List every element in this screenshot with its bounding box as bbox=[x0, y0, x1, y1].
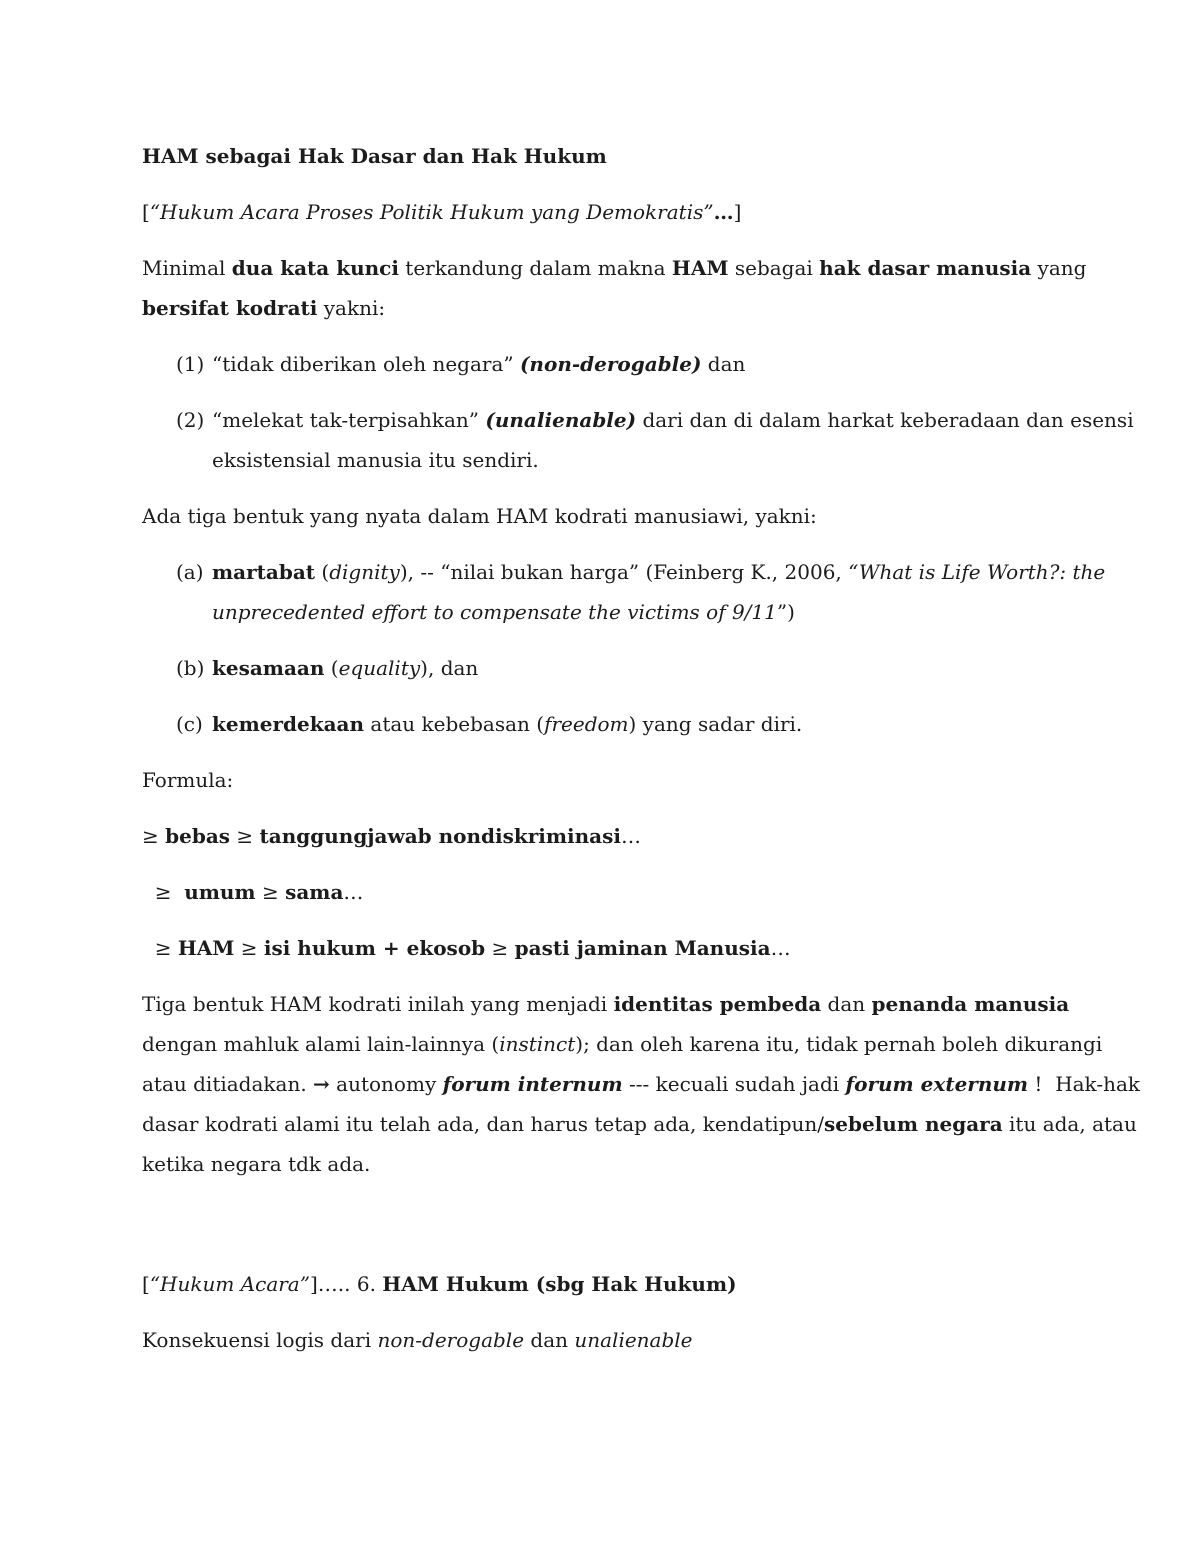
text: atau ditiadakan. bbox=[142, 1072, 314, 1096]
text: atau kebebasan ( bbox=[364, 712, 545, 736]
italic-text: instinct bbox=[499, 1032, 576, 1056]
bold-text: sama bbox=[285, 880, 344, 904]
bold-text: sebelum negara bbox=[824, 1112, 1003, 1136]
subheading-hukum-acara-proses bbox=[142, 192, 1072, 232]
bold-text: dua kata kunci bbox=[231, 256, 399, 280]
text: --- kecuali sudah jadi bbox=[622, 1072, 846, 1096]
text: autonomy bbox=[329, 1072, 443, 1096]
term-unalienable: (unalienable) bbox=[485, 408, 637, 432]
list-text bbox=[212, 648, 478, 688]
text: dengan mahluk alami lain-lainnya ( bbox=[142, 1032, 500, 1056]
list-text bbox=[212, 592, 795, 632]
text: ), dan bbox=[420, 656, 479, 680]
text: ( bbox=[324, 656, 339, 680]
document-heading: HAM sebagai Hak Dasar dan Hak Hukum bbox=[142, 144, 607, 168]
list-marker: (c) bbox=[176, 712, 203, 736]
text: itu ada, atau bbox=[1002, 1112, 1137, 1136]
italic-text: dignity bbox=[329, 560, 400, 584]
bold-text: bersifat kodrati bbox=[142, 296, 318, 320]
text: ), -- “nilai bukan harga” (Feinberg K., 2006, bbox=[399, 560, 849, 584]
bracket-close: ] bbox=[733, 200, 742, 224]
text: ]….. 6. bbox=[309, 1272, 383, 1296]
text: dari dan di dalam harkat keberadaan dan esensi bbox=[636, 408, 1134, 432]
formula-label: Formula: bbox=[142, 768, 234, 792]
bracket-open: [ bbox=[142, 200, 150, 224]
right-arrow-icon: → bbox=[313, 1072, 330, 1096]
paragraph-identitas-line2 bbox=[142, 1024, 1103, 1064]
book-title: “What is Life Worth?: the bbox=[848, 560, 1106, 584]
text: ) yang sadar diri. bbox=[628, 712, 803, 736]
bold-text: penanda manusia bbox=[871, 992, 1070, 1016]
term-forum-internum: forum internum bbox=[442, 1072, 623, 1096]
italic-text: unalienable bbox=[574, 1328, 693, 1352]
bold-text: isi hukum + ekosob bbox=[263, 936, 486, 960]
section-title: HAM Hukum (sbg Hak Hukum) bbox=[382, 1272, 737, 1296]
text: ≥ bbox=[485, 936, 515, 960]
bold-text: umum bbox=[184, 880, 256, 904]
text: ≥ bbox=[230, 824, 260, 848]
formula-line-2 bbox=[142, 872, 1072, 912]
text: ”) bbox=[776, 600, 795, 624]
paragraph-identitas-line3 bbox=[142, 1064, 1141, 1104]
text: ≥ bbox=[142, 824, 166, 848]
text: dan bbox=[821, 992, 872, 1016]
text: ( bbox=[315, 560, 330, 584]
text: Konsekuensi logis dari bbox=[142, 1328, 378, 1352]
bold-text: HAM bbox=[177, 936, 235, 960]
text: ≥ bbox=[142, 880, 185, 904]
text: dan bbox=[701, 352, 746, 376]
text: dan bbox=[524, 1328, 575, 1352]
text: ); dan oleh karena itu, tidak pernah boleh dikurangi bbox=[575, 1032, 1103, 1056]
paragraph-kata-kunci-line1 bbox=[142, 248, 1087, 288]
text: Minimal bbox=[142, 256, 232, 280]
formula-line-3 bbox=[142, 928, 1072, 968]
paragraph-identitas-line5: ketika negara tdk ada. bbox=[142, 1152, 371, 1176]
bold-text: identitas pembeda bbox=[613, 992, 822, 1016]
text: ≥ bbox=[234, 936, 264, 960]
list-text bbox=[212, 552, 1105, 592]
list-marker: (1) bbox=[176, 352, 205, 376]
text: … bbox=[770, 936, 791, 960]
paragraph-kata-kunci-line2 bbox=[142, 288, 1072, 328]
term-forum-externum: forum externum bbox=[845, 1072, 1029, 1096]
bold-text: kesamaan bbox=[212, 656, 325, 680]
text: dasar kodrati alami itu telah ada, dan harus tetap ada, kendatipun/ bbox=[142, 1112, 824, 1136]
text: “melekat tak-terpisahkan” bbox=[212, 408, 486, 432]
text: Tiga bentuk HAM kodrati inilah yang menjadi bbox=[142, 992, 614, 1016]
bold-text: HAM bbox=[671, 256, 729, 280]
bold-text: kemerdekaan bbox=[212, 712, 365, 736]
bold-text: bebas bbox=[165, 824, 231, 848]
list-text: eksistensial manusia itu sendiri. bbox=[212, 448, 539, 472]
list-marker: (a) bbox=[176, 560, 204, 584]
text: yang bbox=[1031, 256, 1087, 280]
bold-text: hak dasar manusia bbox=[819, 256, 1032, 280]
book-title: unprecedented effort to compensate the victims of 9/11 bbox=[212, 600, 777, 624]
bold-text: tanggungjawab nondiskriminasi bbox=[259, 824, 621, 848]
list-text bbox=[212, 400, 1134, 440]
bold-text: pasti jaminan Manusia bbox=[514, 936, 771, 960]
subheading-ham-hukum bbox=[142, 1264, 1072, 1304]
text: … bbox=[343, 880, 364, 904]
paragraph-identitas-line4 bbox=[142, 1104, 1137, 1144]
text: ! Hak-hak bbox=[1028, 1072, 1141, 1096]
text: terkandung dalam makna bbox=[398, 256, 672, 280]
subheading-title: “Hukum Acara Proses Politik Hukum yang Demokratis” bbox=[149, 200, 714, 224]
list-text bbox=[212, 704, 802, 744]
italic-text: “Hukum Acara” bbox=[149, 1272, 310, 1296]
paragraph-identitas-line1 bbox=[142, 984, 1072, 1024]
text: sebagai bbox=[728, 256, 820, 280]
text: … bbox=[621, 824, 641, 848]
italic-text: non-derogable bbox=[377, 1328, 525, 1352]
bracket-open: [ bbox=[142, 1272, 150, 1296]
paragraph-konsekuensi bbox=[142, 1320, 1072, 1360]
bold-text: martabat bbox=[212, 560, 316, 584]
term-non-derogable: (non-derogable) bbox=[519, 352, 702, 376]
paragraph-tiga-bentuk: Ada tiga bentuk yang nyata dalam HAM kodrati manusiawi, yakni: bbox=[142, 504, 817, 528]
text: “tidak diberikan oleh negara” bbox=[212, 352, 520, 376]
ellipsis: … bbox=[713, 200, 734, 224]
formula-line-1 bbox=[142, 816, 1072, 856]
italic-text: equality bbox=[338, 656, 421, 680]
text: yakni: bbox=[317, 296, 386, 320]
list-text bbox=[212, 344, 745, 384]
text: ≥ bbox=[142, 936, 178, 960]
list-marker: (2) bbox=[176, 408, 205, 432]
text: ≥ bbox=[255, 880, 286, 904]
list-marker: (b) bbox=[176, 656, 205, 680]
italic-text: freedom bbox=[544, 712, 629, 736]
